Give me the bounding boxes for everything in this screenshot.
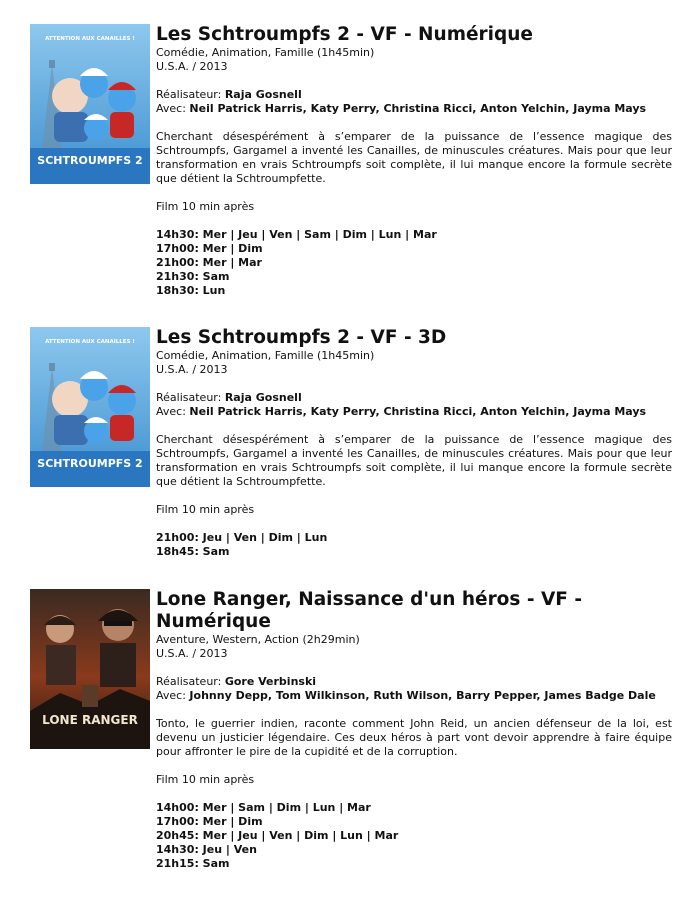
film-cast [156,405,672,419]
poster-logo-text: SCHTROUMPFS 2 [37,457,143,470]
film-info [156,327,672,559]
film-cast [156,689,672,703]
cast-label: Avec: [156,689,190,702]
cast-label: Avec: [156,405,190,418]
film-origin: U.S.A. / 2013 [156,363,228,376]
showtime-row: 17h00: Mer | Dim [156,242,263,255]
cast-names: Neil Patrick Harris, Katy Perry, Christina Ricci, Anton Yelchin, Jayma Mays [189,405,647,418]
showtime-row: 20h45: Mer | Jeu | Ven | Dim | Lun | Mar [156,829,399,842]
poster-tagline-text: ATTENTION AUX CANAILLES ! [45,36,135,42]
director-name: Gore Verbinski [224,675,317,688]
film-synopsis: Tonto, le guerrier indien, raconte comment John Reid, un ancien défenseur de la loi, est devenu un justicier légendaire. Ces deux héros à part vont devoir apprendre à faire équipe pour affronter le pire de la cupidité et de la corruption. [156,717,672,758]
cast-names: Neil Patrick Harris, Katy Perry, Christina Ricci, Anton Yelchin, Jayma Mays [189,102,647,115]
film-synopsis: Cherchant désespérément à s’emparer de la puissance de l’essence magique des Schtroumpfs, Gargamel a inventé les Canailles, de minuscules créatures. Mais pour que leur transformation en vrais Schtroumpfs soit complète, il lui manque encore la formule secrète que détient la Schtroumpfette. [156,130,672,185]
showtime-row: 18h45: Sam [156,545,230,558]
showtimes [156,801,672,871]
director-label: Réalisateur: [156,391,225,404]
showtime-row: 18h30: Lun [156,284,226,297]
film-origin: U.S.A. / 2013 [156,60,228,73]
showtime-row: 21h00: Mer | Mar [156,256,262,269]
director-label: Réalisateur: [156,88,225,101]
showtime-row: 21h15: Sam [156,857,230,870]
showtime-row: 14h30: Mer | Jeu | Ven | Sam | Dim | Lun | Mar [156,228,437,241]
film-genre: Aventure, Western, Action (2h29min) [156,633,360,646]
showtime-row: 21h30: Sam [156,270,230,283]
movie-poster [30,589,150,749]
film-info [156,589,672,871]
film-note: Film 10 min après [156,503,255,516]
showtime-row: 21h00: Jeu | Ven | Dim | Lun [156,531,328,544]
movie-poster [30,327,150,487]
poster-tagline-text: ATTENTION AUX CANAILLES ! [45,339,135,345]
movie-poster [30,24,150,184]
film-note: Film 10 min après [156,200,255,213]
showtimes [156,531,672,559]
film-note: Film 10 min après [156,773,255,786]
showtimes [156,228,672,298]
cast-names: Johnny Depp, Tom Wilkinson, Ruth Wilson, Barry Pepper, James Badge Dale [189,689,656,702]
film-cast [156,102,672,116]
film-title[interactable]: Les Schtroumpfs 2 - VF - 3D [156,327,447,348]
showtime-row: 14h00: Mer | Sam | Dim | Lun | Mar [156,801,371,814]
poster-logo-text: SCHTROUMPFS 2 [37,154,143,167]
film-director [156,675,672,689]
film-info [156,24,672,298]
showtime-row: 14h30: Jeu | Ven [156,843,257,856]
film-synopsis: Cherchant désespérément à s’emparer de la puissance de l’essence magique des Schtroumpfs, Gargamel a inventé les Canailles, de minuscules créatures. Mais pour que leur transformation en vrais Schtroumpfs soit complète, il lui manque encore la formule secrète que détient la Schtroumpfette. [156,433,672,488]
film-title[interactable]: Lone Ranger, Naissance d'un héros - VF - Numérique [156,589,583,632]
film-genre: Comédie, Animation, Famille (1h45min) [156,349,375,362]
film-director [156,88,672,102]
director-name: Raja Gosnell [224,88,302,101]
director-name: Raja Gosnell [224,391,302,404]
film-director [156,391,672,405]
poster-logo-text: LONE RANGER [42,713,138,727]
film-title[interactable]: Les Schtroumpfs 2 - VF - Numérique [156,24,533,45]
film-genre: Comédie, Animation, Famille (1h45min) [156,46,375,59]
film-origin: U.S.A. / 2013 [156,647,228,660]
director-label: Réalisateur: [156,675,225,688]
cast-label: Avec: [156,102,190,115]
showtime-row: 17h00: Mer | Dim [156,815,263,828]
